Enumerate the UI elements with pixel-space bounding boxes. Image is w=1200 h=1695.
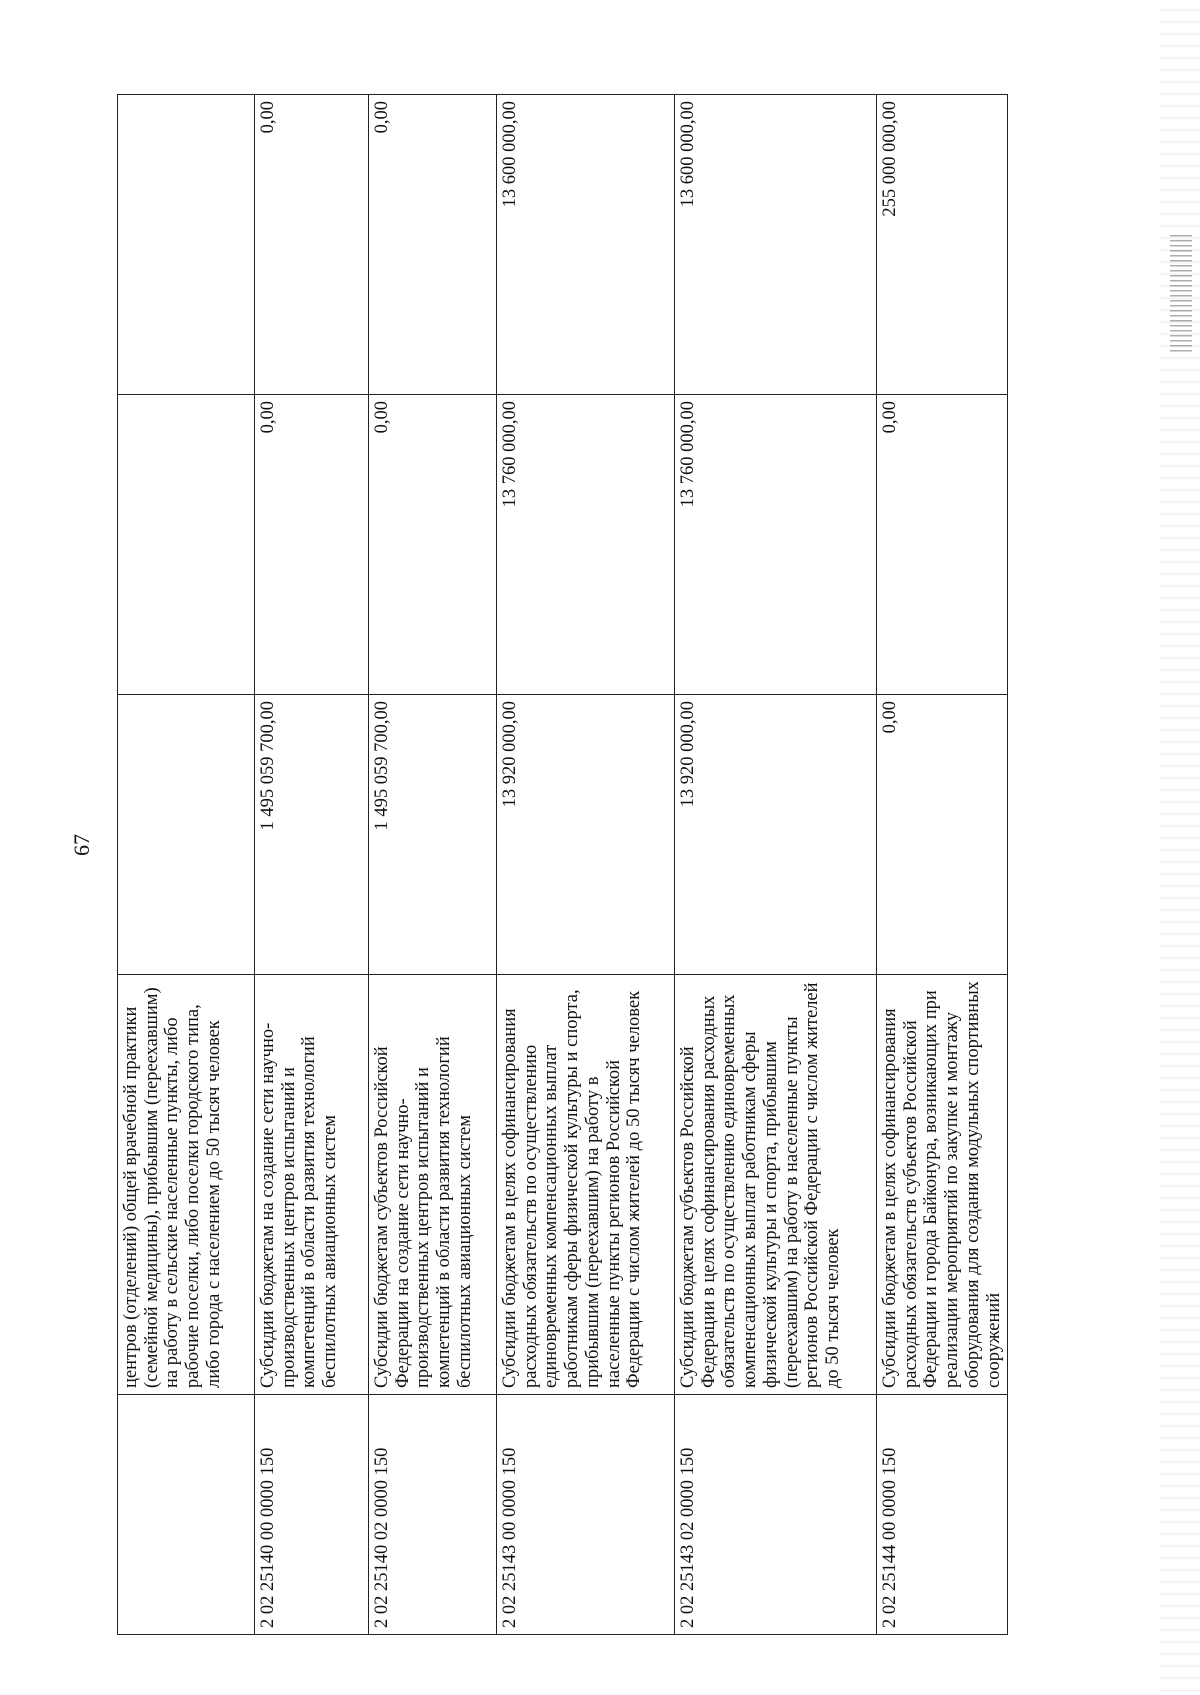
row-name: Субсидии бюджетам в целях софинансирования расходных обязательств субъектов Российской Федерации и города Байконура, возникающих при реализации мероприятий по закупке и монтажу оборудования для создания модульных спортивных сооружений [877, 975, 1008, 1395]
row-amount-3: 0,00 [369, 95, 497, 395]
page-number: 67 [69, 834, 94, 856]
row-amount-1: 0,00 [877, 695, 1008, 975]
row-amount-3: 255 000 000,00 [877, 95, 1008, 395]
row-code: 2 02 25144 00 0000 150 [877, 1395, 1008, 1635]
row-amount-3 [118, 95, 255, 395]
table-region [117, 95, 1004, 1635]
table-rotated-container [117, 95, 1004, 1635]
row-code: 2 02 25140 00 0000 150 [255, 1395, 369, 1635]
row-code: 2 02 25143 00 0000 150 [497, 1395, 675, 1635]
table-row [675, 95, 877, 1635]
row-amount-1: 1 495 059 700,00 [369, 695, 497, 975]
row-amount-3: 0,00 [255, 95, 369, 395]
budget-table [117, 94, 1008, 1635]
row-code: 2 02 25140 02 0000 150 [369, 1395, 497, 1635]
row-amount-2: 13 760 000,00 [675, 395, 877, 695]
table-row [497, 95, 675, 1635]
row-amount-3: 13 600 000,00 [497, 95, 675, 395]
scan-mark [1170, 235, 1192, 355]
row-amount-1: 1 495 059 700,00 [255, 695, 369, 975]
row-code [118, 1395, 255, 1635]
row-amount-2: 13 760 000,00 [497, 395, 675, 695]
row-amount-1 [118, 695, 255, 975]
table-row [255, 95, 369, 1635]
row-amount-2: 0,00 [877, 395, 1008, 695]
table-row [369, 95, 497, 1635]
row-name: Субсидии бюджетам на создание сети научно-производственных центров испытаний и компетенций в области развития технологий беспилотных авиационных систем [255, 975, 369, 1395]
row-amount-2: 0,00 [369, 395, 497, 695]
table-row [118, 95, 255, 1635]
row-name: центров (отделений) общей врачебной практики (семейной медицины), прибывшим (переехавшим) на работу в сельские населенные пункты, либо рабочие поселки, либо поселки городского типа, либо города с населением до 50 тысяч человек [118, 975, 255, 1395]
row-amount-2: 0,00 [255, 395, 369, 695]
row-name: Субсидии бюджетам в целях софинансирования расходных обязательств по осуществлению единовременных компенсационных выплат работникам сферы физической культуры и спорта, прибывшим (переехавшим) на работу в населенные пункты регионов Российской Федерации с числом жителей до 50 тысяч человек [497, 975, 675, 1395]
table-row [877, 95, 1008, 1635]
row-name: Субсидии бюджетам субъектов Российской Федерации на создание сети научно-производственных центров испытаний и компетенций в области развития технологий беспилотных авиационных систем [369, 975, 497, 1395]
row-amount-2 [118, 395, 255, 695]
row-code: 2 02 25143 02 0000 150 [675, 1395, 877, 1635]
row-amount-1: 13 920 000,00 [497, 695, 675, 975]
row-amount-3: 13 600 000,00 [675, 95, 877, 395]
row-name: Субсидии бюджетам субъектов Российской Федерации в целях софинансирования расходных обязательств по осуществлению единовременных компенсационных выплат работникам сферы физической культуры и спорта, прибывшим (переехавшим) на работу в населенные пункты регионов Российской Федерации с числом жителей до 50 тысяч человек [675, 975, 877, 1395]
row-amount-1: 13 920 000,00 [675, 695, 877, 975]
